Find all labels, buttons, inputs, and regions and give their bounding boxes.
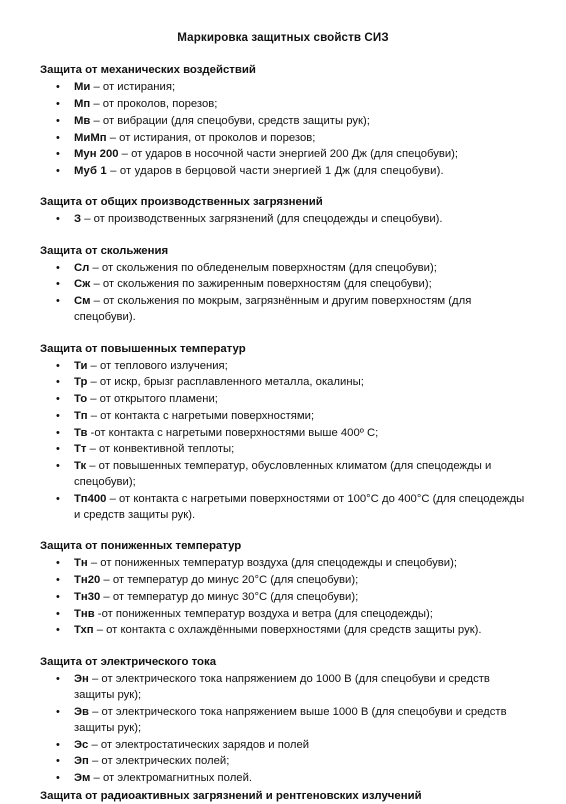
section xyxy=(40,788,526,804)
bullet-list xyxy=(40,211,526,227)
bullet-icon: • xyxy=(56,574,60,587)
bullet-icon: • xyxy=(56,672,60,685)
bullet-icon: • xyxy=(56,376,60,389)
marking-description: – от температур до минус 30°С (для спецобуви); xyxy=(100,590,359,603)
section-heading: Защита от механических воздействий xyxy=(40,64,256,77)
section-heading: Защита от повышенных температур xyxy=(40,342,246,355)
bullet-icon: • xyxy=(56,705,60,718)
bullet-icon: • xyxy=(56,443,60,456)
marking-description: – от производственных загрязнений (для спецодежды и спецобуви). xyxy=(81,213,443,226)
list-item xyxy=(52,589,526,605)
list-item xyxy=(52,211,526,227)
bullet-icon: • xyxy=(56,148,60,161)
marking-code: Тн xyxy=(74,557,88,570)
bullet-icon: • xyxy=(56,213,60,226)
marking-code: Тп xyxy=(74,409,88,422)
marking-code: Эм xyxy=(74,771,91,784)
list-item xyxy=(52,704,526,736)
list-item xyxy=(52,293,526,325)
bullet-icon: • xyxy=(56,98,60,111)
bullet-icon: • xyxy=(56,295,60,308)
marking-description: – от контакта с нагретыми поверхностями; xyxy=(87,409,315,422)
marking-description: – от электромагнитных полей. xyxy=(90,771,253,784)
marking-description: – от пониженных температур воздуха (для спецодежды и спецобуви); xyxy=(87,557,458,570)
marking-code: Тр xyxy=(74,376,88,389)
list-item xyxy=(52,358,526,374)
bullet-list xyxy=(40,555,526,638)
section-heading: Защита от скольжения xyxy=(40,244,169,257)
bullet-icon: • xyxy=(56,557,60,570)
marking-description: – от контакта с охлаждёнными поверхностями (для средств защиты рук). xyxy=(93,624,482,637)
marking-code: То xyxy=(74,393,88,406)
bullet-icon: • xyxy=(56,131,60,144)
marking-code: Тн20 xyxy=(74,574,101,587)
section xyxy=(40,62,526,179)
bullet-list xyxy=(40,260,526,326)
bullet-icon: • xyxy=(56,409,60,422)
bullet-icon: • xyxy=(56,359,60,372)
bullet-list xyxy=(40,79,526,179)
bullet-list xyxy=(40,671,526,786)
list-item xyxy=(52,391,526,407)
marking-code: Тхп xyxy=(74,624,94,637)
marking-code: Эв xyxy=(74,705,89,718)
marking-description: – от искр, брызг расплавленного металла, окалины; xyxy=(87,376,364,389)
section-heading: Защита от радиоактивных загрязнений и рентгеновских излучений xyxy=(40,790,422,803)
bullet-icon: • xyxy=(56,114,60,127)
marking-code: З xyxy=(74,213,82,226)
bullet-icon: • xyxy=(56,81,60,94)
section xyxy=(40,194,526,227)
bullet-list xyxy=(40,358,526,524)
marking-code: Эс xyxy=(74,738,89,751)
bullet-icon: • xyxy=(56,261,60,274)
marking-code: Ти xyxy=(74,359,88,372)
list-item xyxy=(52,130,526,146)
bullet-icon: • xyxy=(56,755,60,768)
marking-code: Тнв xyxy=(74,607,95,620)
marking-description: – от истирания; xyxy=(90,81,176,94)
section xyxy=(40,654,526,787)
marking-code: Ми xyxy=(74,81,91,94)
document-title: Маркировка защитных свойств СИЗ xyxy=(177,31,389,44)
list-item xyxy=(52,425,526,441)
list-item xyxy=(52,606,526,622)
marking-description: – от скольжения по зажиренным поверхностям (для спецобуви); xyxy=(90,278,432,291)
section xyxy=(40,341,526,524)
marking-description: – от конвективной теплоты; xyxy=(86,443,235,456)
marking-description: -от контакта с нагретыми поверхностями выше 400º С; xyxy=(87,426,379,439)
bullet-icon: • xyxy=(56,459,60,472)
bullet-icon: • xyxy=(56,278,60,291)
marking-description: – от электрического тока напряжением выше 1000 В (для спецобуви и средств защиты рук); xyxy=(74,705,507,734)
bullet-icon: • xyxy=(56,393,60,406)
marking-description: – от теплового излучения; xyxy=(87,359,228,372)
list-item xyxy=(52,753,526,769)
list-item xyxy=(52,441,526,457)
marking-description: – от электростатических зарядов и полей xyxy=(88,738,310,751)
section-heading: Защита от пониженных температур xyxy=(40,540,242,553)
marking-description: – от открытого пламени; xyxy=(87,393,218,406)
marking-description: – от скольжения по обледенелым поверхностям (для спецобуви); xyxy=(89,261,437,274)
marking-description: – от электрических полей; xyxy=(88,755,230,768)
list-item xyxy=(52,113,526,129)
marking-code: Эп xyxy=(74,755,89,768)
marking-description: – от электрического тока напряжением до 1000 В (для спецобуви и средств защиты рук); xyxy=(74,672,490,701)
list-item xyxy=(52,555,526,571)
marking-code: Тк xyxy=(74,459,87,472)
bullet-icon: • xyxy=(56,492,60,505)
marking-description: – от повышенных температур, обусловленных климатом (для спецодежды и спецобуви); xyxy=(74,459,492,489)
marking-description: – от ударов в берцовой части энергией 1 Дж (для спецобуви). xyxy=(106,164,444,177)
marking-code: Эн xyxy=(74,672,89,685)
marking-code: Тп400 xyxy=(74,492,107,505)
sections-container xyxy=(40,62,526,804)
bullet-icon: • xyxy=(56,771,60,784)
list-item xyxy=(52,96,526,112)
marking-code: Мв xyxy=(74,114,91,127)
marking-code: МиМп xyxy=(74,131,107,144)
bullet-icon: • xyxy=(56,164,61,177)
marking-code: Тв xyxy=(74,426,88,439)
list-item xyxy=(52,374,526,390)
list-item xyxy=(52,671,526,703)
section-heading: Защита от электрического тока xyxy=(40,655,217,668)
list-item xyxy=(52,408,526,424)
list-item xyxy=(52,276,526,292)
section xyxy=(40,538,526,638)
bullet-icon: • xyxy=(56,590,60,603)
marking-code: Мп xyxy=(74,98,91,111)
section-heading: Защита от общих производственных загрязнений xyxy=(40,196,323,209)
list-item xyxy=(52,458,526,490)
marking-code: Тт xyxy=(74,443,87,456)
marking-description: – от проколов, порезов; xyxy=(90,98,218,111)
list-item xyxy=(52,572,526,588)
section xyxy=(40,243,526,326)
bullet-icon: • xyxy=(56,607,60,620)
list-item xyxy=(52,260,526,276)
list-item xyxy=(52,770,526,786)
bullet-icon: • xyxy=(56,738,60,751)
marking-description: – от температур до минус 20°С (для спецобуви); xyxy=(100,574,359,587)
list-item xyxy=(52,622,526,638)
marking-description: – от истирания, от проколов и порезов; xyxy=(106,131,316,144)
marking-code: Муб 1 xyxy=(74,164,107,177)
marking-description: -от пониженных температур воздуха и ветра (для спецодежды); xyxy=(94,607,433,620)
marking-code: Мун 200 xyxy=(74,148,119,161)
marking-code: См xyxy=(74,295,91,308)
marking-code: Сж xyxy=(74,278,91,291)
marking-description: – от контакта с нагретыми поверхностями от 100°С до 400°С (для спецодежды и средств защиты рук). xyxy=(74,492,525,522)
list-item xyxy=(52,491,526,523)
marking-description: – от вибрации (для спецобуви, средств защиты рук); xyxy=(90,114,370,127)
marking-description: – от скольжения по мокрым, загрязнённым и другим поверхностям (для спецобуви). xyxy=(74,295,472,324)
marking-code: Тн30 xyxy=(74,590,101,603)
marking-code: Сл xyxy=(74,261,90,274)
marking-description: – от ударов в носочной части энергией 200 Дж (для спецобуви); xyxy=(118,148,459,161)
list-item xyxy=(52,163,526,179)
bullet-icon: • xyxy=(56,426,60,439)
list-item xyxy=(52,146,526,162)
list-item xyxy=(52,737,526,753)
list-item xyxy=(52,79,526,95)
bullet-icon: • xyxy=(56,624,60,637)
